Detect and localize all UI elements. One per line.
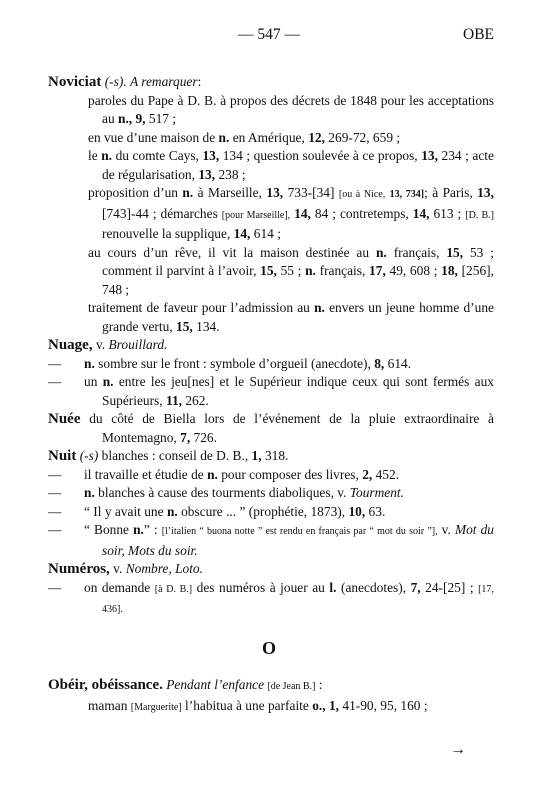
dash-entry: — “ Il y avait une n. obscure ... ” (prophétie, 1873), 10, 63. <box>48 503 386 519</box>
sub-entry: paroles du Pape à D. B. à propos des décrets de 1848 pour les acceptations au n., 9, 517 ; <box>88 92 494 126</box>
entry-head: Numéros, <box>48 561 110 577</box>
entry-head: Nuit <box>48 448 77 464</box>
entry-nuage: Nuage, v. Brouillard. <box>48 337 168 353</box>
entry-head: Noviciat <box>48 74 102 90</box>
entries-column <box>48 73 494 620</box>
continuation-arrow-icon: → <box>450 741 466 758</box>
sub-entry: maman [Marguerite] l’habitua à une parfaite o., 1, 41-90, 95, 160 ; <box>88 697 428 713</box>
sub-entry: proposition d’un n. à Marseille, 13, 733-[34] [ou à Nice, 13, 734]; à Paris, 13, [743]-44 ; démarches [pour Marseille], 14, 84 ; contretemps, 14, 613 ; [D. B.] renouvelle la supplique, 14, 614 ; <box>88 185 494 241</box>
dash-entry: — on demande [à D. B.] des numéros à jouer au l. (anecdotes), 7, 24-[25] ; [17, 436]. <box>48 579 494 615</box>
entry-obeir: Obéir, obéissance. Pendant l’enfance [de Jean B.] : <box>48 677 323 693</box>
entry-noviciat: Noviciat (-s). A remarquer: <box>48 74 202 90</box>
dash-entry: — n. sombre sur le front : symbole d’orgueil (anecdote), 8, 614. <box>48 355 412 371</box>
entry-head: Nuée <box>48 411 81 427</box>
entry-intro: A remarquer <box>129 74 198 89</box>
dash-entry: — il travaille et étudie de n. pour composer des livres, 2, 452. <box>48 466 400 482</box>
entry-numeros: Numéros, v. Nombre, Loto. <box>48 561 203 577</box>
dash-entry: — “ Bonne n.” : [l’italien “ buona notte ” est rendu en français par “ mot du soir ”], v. Mot du soir, Mots du soir. <box>48 522 494 558</box>
dash-entry: — un n. entre les jeu[nes] et le Supérieur indique ceux qui sont fermés aux Supérieurs, 11, 262. <box>48 374 494 408</box>
guide-word: OBE <box>463 26 494 43</box>
sub-entry: le n. du comte Cays, 13, 134 ; question soulevée à ce propos, 13, 234 ; acte de régularisation, 13, 238 ; <box>88 148 494 182</box>
section-letter: O <box>261 638 276 658</box>
entries-column-o <box>48 676 494 717</box>
entry-nuit: Nuit (-s) blanches : conseil de D. B., 1, 318. <box>48 448 289 464</box>
entry-nuee: Nuée du côté de Biella lors de l’événement de la pluie extraordinaire à Montemagno, 7, 726. <box>48 411 494 445</box>
entry-head: Obéir, obéissance. <box>48 677 163 693</box>
page-number: — 547 — <box>238 26 300 43</box>
sub-entry: au cours d’un rêve, il vit la maison destinée au n. français, 15, 53 ; comment il parvint à l’avoir, 15, 55 ; n. français, 17, 49, 608 ; 18, [256], 748 ; <box>88 244 494 297</box>
sub-entry: traitement de faveur pour l’admission au n. envers un jeune homme d’une grande vertu, 15, 134. <box>88 300 494 334</box>
entry-head: Nuage, <box>48 337 93 353</box>
sub-entry: en vue d’une maison de n. en Amérique, 12, 269-72, 659 ; <box>88 129 401 145</box>
dash-entry: — n. blanches à cause des tourments diaboliques, v. Tourment. <box>48 485 404 500</box>
